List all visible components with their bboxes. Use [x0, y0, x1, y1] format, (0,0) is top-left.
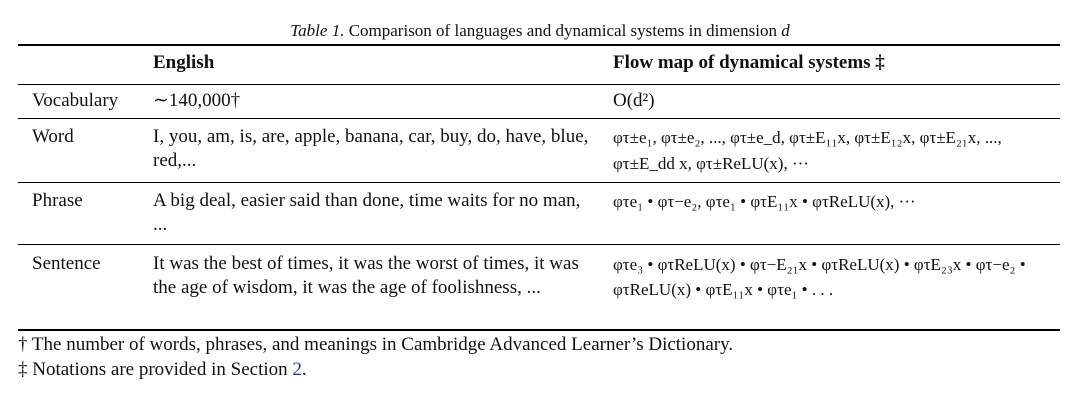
row-label-sentence: Sentence: [32, 253, 101, 274]
row-label-phrase: Phrase: [32, 190, 83, 211]
table-top-rule: [18, 44, 1060, 46]
vocabulary-english: ∼140,000†: [153, 90, 241, 111]
footnote-ddagger-text: ‡ Notations are provided in Section: [18, 359, 293, 380]
header-flow-map: Flow map of dynamical systems ‡: [613, 52, 885, 73]
row-rule-1: [18, 118, 1060, 119]
caption-var: d: [781, 21, 790, 40]
phrase-english: A big deal, easier said than done, time waits for no man, ...: [153, 190, 581, 235]
word-flow-line1: φτ±e₁, φτ±e₂, ..., φτ±e_d, φτ±E₁₁x, φτ±E₁₂x, φτ±E₂₁x, ...,: [613, 128, 1002, 147]
caption-text: Comparison of languages and dynamical systems in dimension: [344, 21, 782, 40]
table-bottom-rule: [18, 329, 1060, 331]
header-english: English: [153, 52, 215, 73]
sentence-english: It was the best of times, it was the worst of times, it was the age of wisdom, it was the age of foolishness, ...: [153, 253, 579, 298]
row-rule-3: [18, 244, 1060, 245]
vocabulary-flow: O(d²): [613, 90, 655, 111]
sentence-flow-line2: φτReLU(x) • φτE₁₁x • φτe₁ • . . .: [613, 280, 834, 299]
table-caption: [0, 20, 1080, 42]
footnote-ddagger: [18, 358, 307, 382]
header-rule: [18, 84, 1060, 85]
row-label-word: Word: [32, 126, 74, 147]
sentence-flow-line1: φτe₃ • φτReLU(x) • φτ−E₂₁x • φτReLU(x) • φτE₂₃x • φτ−e₂ •: [613, 255, 1026, 274]
section-link[interactable]: 2: [292, 359, 302, 380]
word-english: I, you, am, is, are, apple, banana, car, buy, do, have, blue, red,...: [153, 126, 589, 171]
word-flow-line2: φτ±E_dd x, φτ±ReLU(x), ···: [613, 154, 809, 173]
footnote-ddagger-end: .: [301, 359, 307, 380]
row-label-vocabulary: Vocabulary: [32, 90, 119, 111]
row-rule-2: [18, 182, 1060, 183]
caption-label: Table 1.: [290, 21, 345, 40]
footnote-dagger: † The number of words, phrases, and meanings in Cambridge Advanced Learner’s Dictionary.: [18, 334, 734, 355]
phrase-flow: φτe₁ • φτ−e₂, φτe₁ • φτE₁₁x • φτReLU(x), ···: [613, 192, 916, 211]
